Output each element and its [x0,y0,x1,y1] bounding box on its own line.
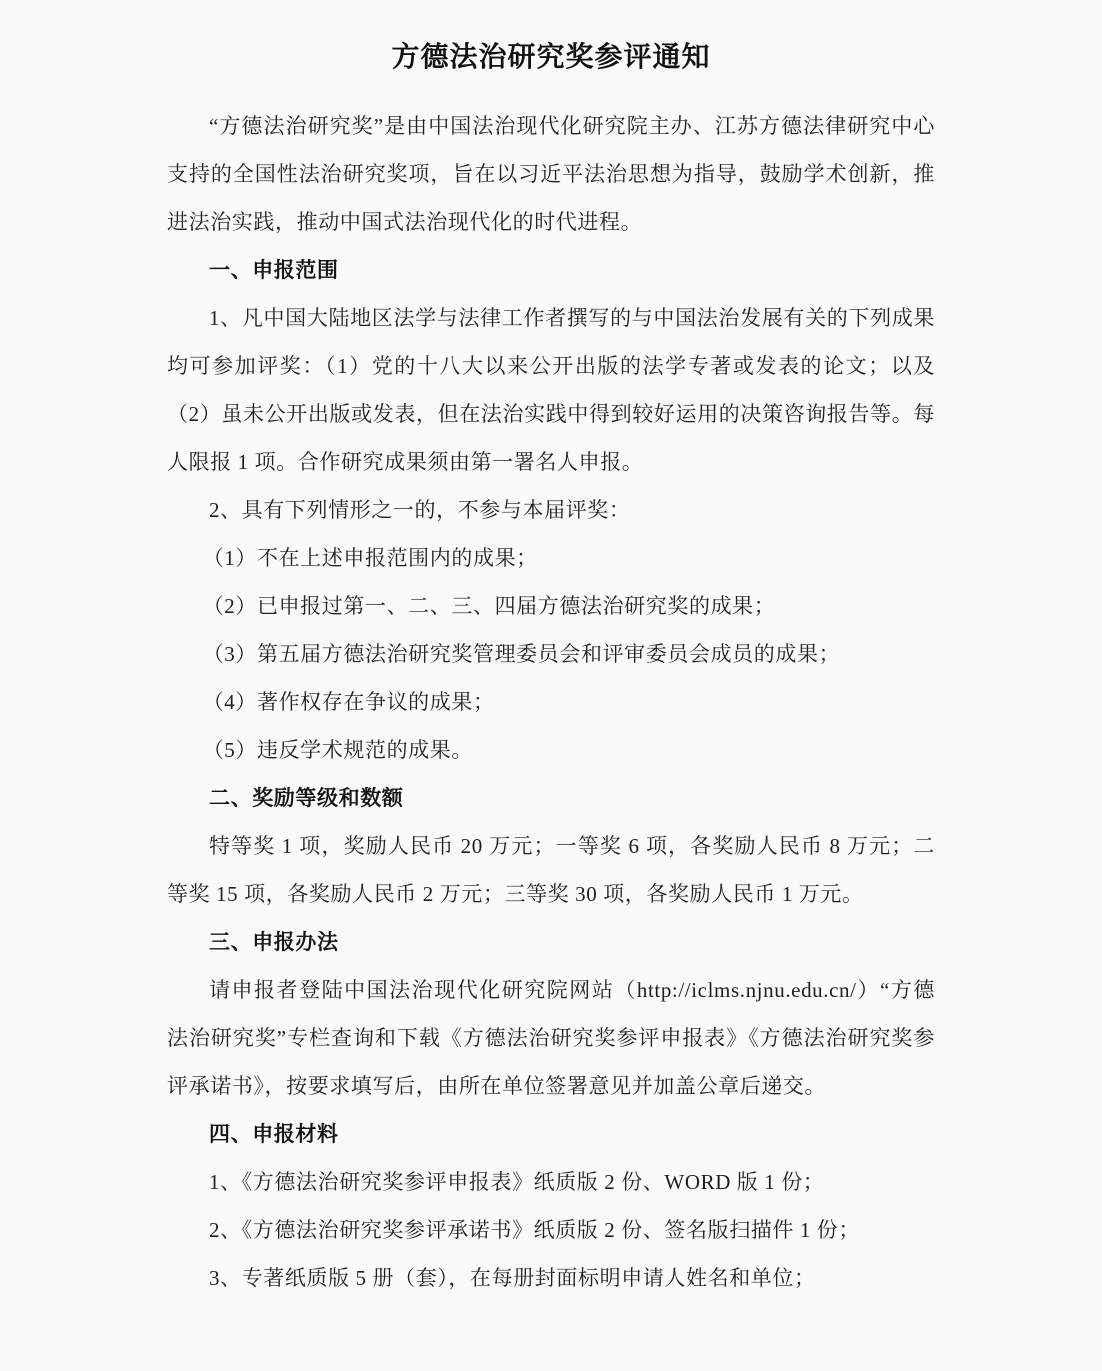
intro-paragraph: “方德法治研究奖”是由中国法治现代化研究院主办、江苏方德法律研究中心支持的全国性法治研究奖项，旨在以习近平法治思想为指导，鼓励学术创新，推进法治实践，推动中国式法治现代化的时代进程。 [167,114,935,234]
list-item: 3、专著纸质版 5 册（套），在每册封面标明申请人姓名和单位； [209,1266,816,1290]
list-item: 1、《方德法治研究奖参评申报表》纸质版 2 份、WORD 版 1 份； [209,1170,825,1194]
document-title: 方德法治研究奖参评通知 [391,42,711,73]
list-item: （3）第五届方德法治研究奖管理委员会和评审委员会成员的成果； [202,642,841,666]
paragraph: 2、具有下列情形之一的，不参与本届评奖： [209,498,631,522]
list-item: 2、《方德法治研究奖参评承诺书》纸质版 2 份、签名版扫描件 1 份； [209,1218,860,1242]
paragraph: 1、凡中国大陆地区法学与法律工作者撰写的与中国法治发展有关的下列成果均可参加评奖：（1）党的十八大以来公开出版的法学专著或发表的论文；以及（2）虽未公开出版或发表，但在法治实践中得到较好运用的决策咨询报告等。每人限报 1 项。合作研究成果须由第一署名人申报。 [167,306,935,474]
list-item: （5）违反学术规范的成果。 [202,738,473,762]
section-heading-award-levels: 二、奖励等级和数额 [209,786,404,810]
section-heading-application-method: 三、申报办法 [209,930,339,954]
list-item: （1）不在上述申报范围内的成果； [202,546,538,570]
list-item: （4）著作权存在争议的成果； [202,690,495,714]
paragraph: 特等奖 1 项，奖励人民币 20 万元；一等奖 6 项，各奖励人民币 8 万元；二等奖 15 项，各奖励人民币 2 万元；三等奖 30 项，各奖励人民币 1 万元。 [167,834,935,906]
section-heading-application-materials: 四、申报材料 [209,1122,339,1146]
document-content [167,0,935,1302]
paragraph: 请申报者登陆中国法治现代化研究院网站（http://iclms.njnu.edu.cn/）“方德法治研究奖”专栏查询和下载《方德法治研究奖参评申报表》《方德法治研究奖参评承诺书》，按要求填写后，由所在单位签署意见并加盖公章后递交。 [167,978,935,1098]
section-heading-application-scope: 一、申报范围 [209,258,339,282]
list-item: （2）已申报过第一、二、三、四届方德法治研究奖的成果； [202,594,776,618]
